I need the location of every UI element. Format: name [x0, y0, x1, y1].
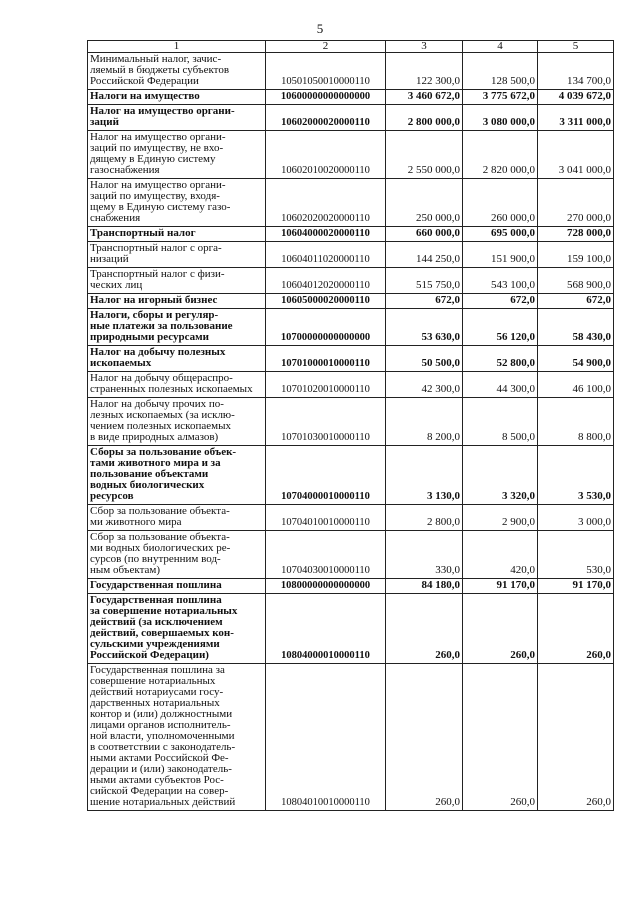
row-code-cell: 10604011020000110: [266, 242, 386, 268]
row-value-year3-cell: 54 900,0: [538, 346, 614, 372]
row-value-year1-cell: 8 200,0: [386, 398, 463, 446]
table-row: [88, 105, 614, 131]
row-name-cell: Государственная пошлина за совершение нотариальных действий нотариусами госу- дарственных нотариальных контор и (или) должностными лицами органов исполнитель- ной власти, уполномоченными в соответствии с законодатель- ными актами Российской Фе- дерации и (или) законодатель- ными актами субъектов Рос- сийской Федерации на совер- шение нотариальных действий: [88, 664, 266, 811]
row-name-cell: Государственная пошлина: [88, 579, 266, 594]
row-value-year2-cell: 260,0: [463, 594, 538, 664]
row-code-cell: 10700000000000000: [266, 309, 386, 346]
row-code-cell: 10605000020000110: [266, 294, 386, 309]
row-value-year3-cell: 3 000,0: [538, 505, 614, 531]
row-value-year3-cell: 728 000,0: [538, 227, 614, 242]
row-value-year1-cell: 42 300,0: [386, 372, 463, 398]
row-value-year3-cell: 159 100,0: [538, 242, 614, 268]
row-name-cell: Налог на добычу общераспро- страненных полезных ископаемых: [88, 372, 266, 398]
table-row: [88, 505, 614, 531]
row-code-cell: 10800000000000000: [266, 579, 386, 594]
row-name-cell: Налоги, сборы и регуляр- ные платежи за пользование природными ресурсами: [88, 309, 266, 346]
row-value-year1-cell: 122 300,0: [386, 53, 463, 90]
row-name-cell: Сбор за пользование объекта- ми животного мира: [88, 505, 266, 531]
row-value-year2-cell: 420,0: [463, 531, 538, 579]
table-row: [88, 242, 614, 268]
row-code-cell: 10602020020000110: [266, 179, 386, 227]
row-code-cell: 10701020010000110: [266, 372, 386, 398]
row-value-year3-cell: 3 530,0: [538, 446, 614, 505]
row-value-year3-cell: 4 039 672,0: [538, 90, 614, 105]
row-value-year2-cell: 3 775 672,0: [463, 90, 538, 105]
row-value-year3-cell: 530,0: [538, 531, 614, 579]
row-code-cell: 10704010010000110: [266, 505, 386, 531]
row-value-year2-cell: 543 100,0: [463, 268, 538, 294]
row-code-cell: 10602000020000110: [266, 105, 386, 131]
row-name-cell: Налог на игорный бизнес: [88, 294, 266, 309]
table-row: [88, 227, 614, 242]
row-code-cell: 10704000010000110: [266, 446, 386, 505]
row-value-year2-cell: 56 120,0: [463, 309, 538, 346]
row-name-cell: Минимальный налог, зачис- ляемый в бюджеты субъектов Российской Федерации: [88, 53, 266, 90]
row-name-cell: Налоги на имущество: [88, 90, 266, 105]
table-row: [88, 446, 614, 505]
row-value-year1-cell: 3 130,0: [386, 446, 463, 505]
row-value-year2-cell: 128 500,0: [463, 53, 538, 90]
row-code-cell: 10701000010000110: [266, 346, 386, 372]
row-value-year3-cell: 8 800,0: [538, 398, 614, 446]
row-name-cell: Транспортный налог с физи- ческих лиц: [88, 268, 266, 294]
row-name-cell: Налог на имущество органи- заций по имуществу, входя- щему в Единую систему газо- снабжения: [88, 179, 266, 227]
row-name-cell: Налог на имущество органи- заций: [88, 105, 266, 131]
table-row: [88, 294, 614, 309]
row-value-year3-cell: 134 700,0: [538, 53, 614, 90]
row-value-year3-cell: 260,0: [538, 594, 614, 664]
row-value-year3-cell: 3 311 000,0: [538, 105, 614, 131]
column-header: 3: [386, 41, 463, 53]
row-code-cell: 10701030010000110: [266, 398, 386, 446]
table-row: [88, 90, 614, 105]
row-name-cell: Транспортный налог с орга- низаций: [88, 242, 266, 268]
table-header-row: [88, 41, 614, 53]
row-value-year3-cell: 91 170,0: [538, 579, 614, 594]
row-name-cell: Сборы за пользование объек- тами животного мира и за пользование объектами водных биологических ресурсов: [88, 446, 266, 505]
table-row: [88, 664, 614, 811]
row-value-year2-cell: 52 800,0: [463, 346, 538, 372]
row-value-year2-cell: 91 170,0: [463, 579, 538, 594]
row-value-year3-cell: 260,0: [538, 664, 614, 811]
table-row: [88, 268, 614, 294]
row-value-year1-cell: 144 250,0: [386, 242, 463, 268]
row-name-cell: Государственная пошлина за совершение нотариальных действий (за исключением действий, совершаемых кон- сульскими учреждениями Российской Федерации): [88, 594, 266, 664]
row-value-year1-cell: 660 000,0: [386, 227, 463, 242]
row-value-year1-cell: 2 800 000,0: [386, 105, 463, 131]
row-name-cell: Налог на добычу полезных ископаемых: [88, 346, 266, 372]
row-value-year1-cell: 3 460 672,0: [386, 90, 463, 105]
table-row: [88, 579, 614, 594]
row-value-year2-cell: 2 820 000,0: [463, 131, 538, 179]
row-value-year2-cell: 44 300,0: [463, 372, 538, 398]
row-value-year1-cell: 330,0: [386, 531, 463, 579]
row-value-year1-cell: 84 180,0: [386, 579, 463, 594]
row-value-year3-cell: 58 430,0: [538, 309, 614, 346]
row-value-year2-cell: 260,0: [463, 664, 538, 811]
table-row: [88, 346, 614, 372]
row-value-year3-cell: 46 100,0: [538, 372, 614, 398]
row-value-year1-cell: 515 750,0: [386, 268, 463, 294]
column-header: 5: [538, 41, 614, 53]
row-value-year2-cell: 8 500,0: [463, 398, 538, 446]
column-header: 2: [266, 41, 386, 53]
row-value-year1-cell: 53 630,0: [386, 309, 463, 346]
row-value-year1-cell: 672,0: [386, 294, 463, 309]
budget-revenue-table: [87, 40, 614, 811]
row-code-cell: 10604012020000110: [266, 268, 386, 294]
table-body: [88, 41, 614, 811]
column-header: 4: [463, 41, 538, 53]
row-value-year1-cell: 260,0: [386, 594, 463, 664]
row-code-cell: 10501050010000110: [266, 53, 386, 90]
row-value-year2-cell: 695 000,0: [463, 227, 538, 242]
row-value-year1-cell: 260,0: [386, 664, 463, 811]
row-value-year2-cell: 3 320,0: [463, 446, 538, 505]
row-value-year1-cell: 2 550 000,0: [386, 131, 463, 179]
row-code-cell: 10804010010000110: [266, 664, 386, 811]
row-code-cell: 10604000020000110: [266, 227, 386, 242]
row-value-year1-cell: 2 800,0: [386, 505, 463, 531]
row-value-year2-cell: 2 900,0: [463, 505, 538, 531]
row-value-year1-cell: 50 500,0: [386, 346, 463, 372]
row-value-year3-cell: 270 000,0: [538, 179, 614, 227]
row-code-cell: 10600000000000000: [266, 90, 386, 105]
table-row: [88, 594, 614, 664]
row-code-cell: 10804000010000110: [266, 594, 386, 664]
table-row: [88, 53, 614, 90]
row-value-year2-cell: 3 080 000,0: [463, 105, 538, 131]
row-name-cell: Налог на имущество органи- заций по имуществу, не вхо- дящему в Единую систему газоснабжения: [88, 131, 266, 179]
table-row: [88, 398, 614, 446]
row-value-year2-cell: 672,0: [463, 294, 538, 309]
row-value-year2-cell: 260 000,0: [463, 179, 538, 227]
table-row: [88, 531, 614, 579]
row-name-cell: Сбор за пользование объекта- ми водных биологических ре- сурсов (по внутренним вод- ным объектам): [88, 531, 266, 579]
row-value-year3-cell: 672,0: [538, 294, 614, 309]
row-name-cell: Транспортный налог: [88, 227, 266, 242]
table-row: [88, 309, 614, 346]
row-value-year2-cell: 151 900,0: [463, 242, 538, 268]
table-row: [88, 372, 614, 398]
row-value-year1-cell: 250 000,0: [386, 179, 463, 227]
row-name-cell: Налог на добычу прочих по- лезных ископаемых (за исклю- чением полезных ископаемых в виде природных алмазов): [88, 398, 266, 446]
page-number: 5: [316, 21, 324, 36]
row-value-year3-cell: 3 041 000,0: [538, 131, 614, 179]
table-row: [88, 179, 614, 227]
row-code-cell: 10704030010000110: [266, 531, 386, 579]
column-header: 1: [88, 41, 266, 53]
row-value-year3-cell: 568 900,0: [538, 268, 614, 294]
row-code-cell: 10602010020000110: [266, 131, 386, 179]
table-row: [88, 131, 614, 179]
